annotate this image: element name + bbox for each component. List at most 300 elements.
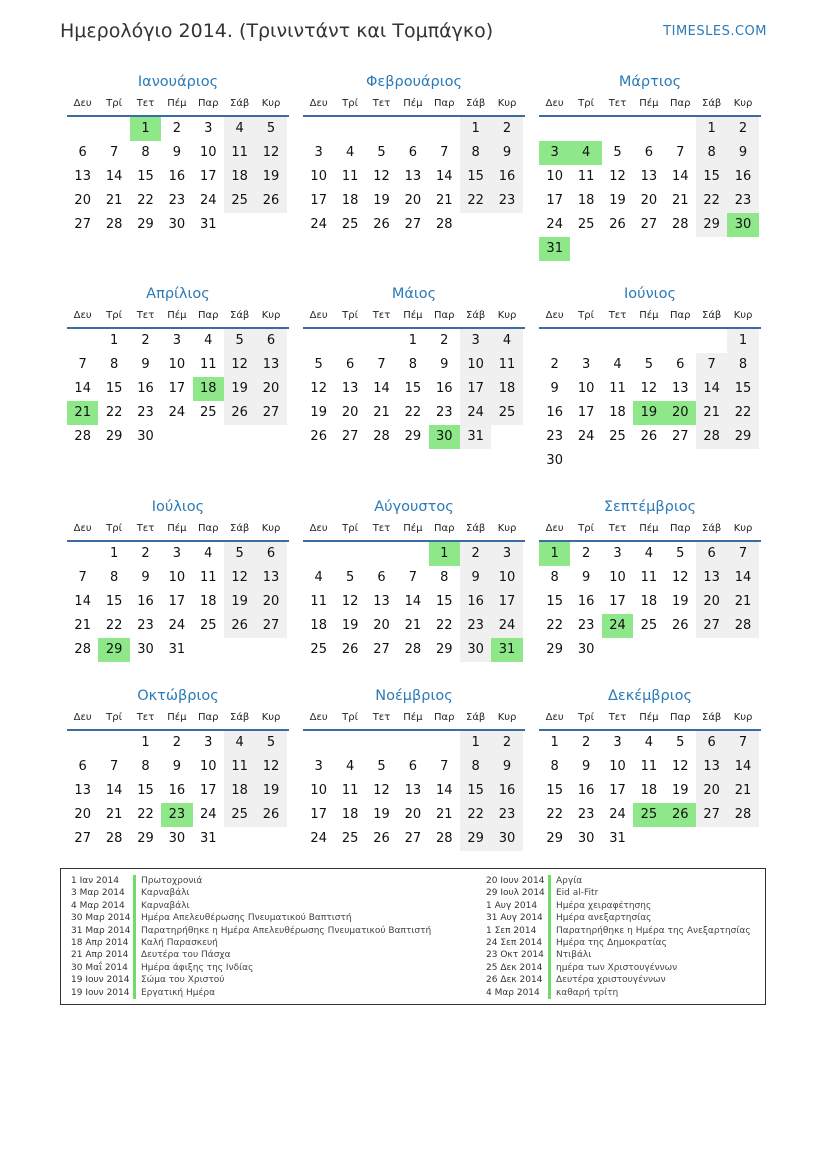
empty-cell	[397, 117, 428, 141]
holiday-entry	[486, 912, 751, 924]
empty-cell	[696, 449, 727, 473]
day-cell: 26	[255, 189, 286, 213]
empty-cell	[633, 329, 664, 353]
empty-cell	[303, 329, 334, 353]
holiday-name: Καλή Παρασκευή	[141, 937, 218, 948]
day-cell: 8	[550, 759, 559, 774]
day-cell: 2	[172, 121, 181, 136]
weekday-label: Σάβ	[466, 310, 486, 321]
empty-cell	[602, 237, 633, 261]
day-cell: 11	[341, 783, 359, 798]
week-row	[539, 213, 761, 237]
day-cell: 25	[199, 618, 217, 633]
day-cell: 22	[435, 618, 453, 633]
day-cell: 4	[644, 735, 653, 750]
day-cell: 19	[373, 193, 390, 208]
month-name: Μάρτιος	[618, 74, 682, 90]
week-row	[539, 542, 761, 566]
empty-cell	[460, 213, 491, 237]
day-cell: 1	[109, 333, 119, 348]
week-row	[303, 542, 525, 566]
day-cell: 15	[727, 377, 758, 401]
day-cell: 10	[199, 145, 217, 160]
month-calendar	[67, 686, 289, 851]
week-row	[539, 189, 761, 213]
week-row	[303, 165, 525, 189]
empty-cell	[539, 329, 570, 353]
weekday-label: Παρ	[670, 310, 691, 321]
holiday-name: Ημέρα χειραφέτησης	[556, 900, 652, 911]
week-row	[539, 117, 761, 141]
empty-cell	[67, 731, 98, 755]
day-cell: 7	[408, 570, 417, 585]
week-row	[67, 803, 289, 827]
day-cell: 26	[224, 614, 255, 638]
day-cell: 20	[696, 779, 727, 803]
day-cell: 18	[640, 594, 658, 609]
week-row	[67, 213, 289, 237]
week-row	[67, 329, 289, 353]
week-row	[539, 165, 761, 189]
week-row	[303, 638, 525, 662]
day-cell: 12	[341, 594, 359, 609]
day-cell: 3	[204, 121, 213, 136]
weekday-header	[67, 93, 289, 117]
day-cell: 30	[491, 827, 522, 851]
day-cell: 23	[460, 614, 491, 638]
day-cell: 15	[696, 165, 727, 189]
day-cell: 24	[602, 614, 633, 638]
week-row	[539, 329, 761, 353]
day-cell: 6	[696, 542, 727, 566]
weekday-header	[303, 518, 525, 542]
week-row	[539, 614, 761, 638]
holiday-marker	[548, 949, 551, 961]
day-cell: 5	[345, 570, 355, 585]
day-cell: 29	[546, 831, 563, 846]
holiday-name: Δευτέρα του Πάσχα	[141, 950, 231, 961]
day-cell: 30	[168, 831, 186, 846]
weekday-label: Παρ	[670, 712, 691, 723]
holiday-entry	[486, 900, 751, 912]
day-cell: 17	[310, 807, 327, 822]
day-cell: 28	[435, 831, 453, 846]
day-cell: 20	[404, 807, 422, 822]
day-cell: 22	[727, 401, 758, 425]
day-cell: 6	[78, 759, 87, 774]
weekday-label: Πέμ	[403, 98, 423, 109]
day-cell: 19	[341, 618, 359, 633]
weekday-label: Κυρ	[261, 523, 281, 534]
day-cell: 5	[377, 759, 386, 774]
day-cell: 21	[105, 193, 123, 208]
day-cell: 12	[224, 566, 255, 590]
holiday-entry	[486, 987, 751, 999]
week-row	[539, 353, 761, 377]
day-cell: 24	[546, 217, 563, 232]
day-cell: 13	[255, 353, 286, 377]
day-cell: 27	[696, 614, 727, 638]
holiday-marker	[133, 974, 136, 986]
holiday-marker	[133, 887, 136, 899]
week-row	[67, 590, 289, 614]
day-cell: 3	[581, 357, 591, 372]
site-link[interactable]: TIMESLES.COM	[663, 24, 767, 39]
weekday-label: Τρί	[342, 712, 358, 723]
day-cell: 15	[105, 594, 123, 609]
day-cell: 23	[435, 405, 453, 420]
week-row	[67, 353, 289, 377]
holiday-entry	[486, 974, 751, 986]
day-cell: 8	[408, 357, 417, 372]
day-cell: 5	[676, 735, 685, 750]
day-cell: 17	[168, 381, 186, 396]
holiday-date: 29 Ιουλ 2014	[486, 888, 545, 899]
holiday-name: Σώμα του Χριστού	[141, 975, 225, 986]
day-cell: 11	[341, 169, 359, 184]
day-cell: 2	[491, 117, 522, 141]
day-cell: 28	[105, 831, 123, 846]
month-name: Δεκέμβριος	[607, 688, 693, 704]
day-cell: 23	[137, 618, 154, 633]
weekday-label: Σάβ	[466, 523, 486, 534]
day-cell: 11	[640, 759, 658, 774]
week-row	[67, 542, 289, 566]
holiday-marker	[548, 925, 551, 937]
day-cell: 4	[224, 731, 255, 755]
day-cell: 9	[440, 357, 449, 372]
empty-cell	[255, 213, 286, 237]
week-row	[539, 755, 761, 779]
day-cell: 11	[224, 755, 255, 779]
weekday-label: Τετ	[136, 98, 155, 109]
day-cell: 18	[199, 594, 217, 609]
empty-cell	[727, 449, 758, 473]
empty-cell	[161, 425, 192, 449]
holiday-name: Παρατηρήθηκε η Ημέρα της Ανεξαρτησίας	[556, 925, 751, 936]
weekday-label: Κυρ	[497, 98, 517, 109]
holiday-date: 3 Μαρ 2014	[71, 888, 125, 899]
holiday-date: 18 Απρ 2014	[71, 937, 129, 948]
day-cell: 26	[665, 803, 696, 827]
day-cell: 27	[74, 217, 91, 232]
day-cell: 28	[404, 642, 422, 657]
empty-cell	[570, 117, 601, 141]
holiday-date: 26 Δεκ 2014	[486, 975, 543, 986]
month-name: Σεπτέμβριος	[603, 499, 697, 515]
day-cell: 29	[696, 213, 727, 237]
holiday-entry	[486, 875, 751, 887]
empty-cell	[193, 425, 224, 449]
day-cell: 6	[644, 145, 653, 160]
day-cell: 1	[539, 542, 570, 566]
day-cell: 12	[373, 169, 390, 184]
day-cell: 18	[609, 405, 626, 420]
weekday-label: Τρί	[578, 98, 594, 109]
month-calendar	[303, 497, 525, 662]
weekday-label: Τετ	[372, 712, 391, 723]
weekday-header	[67, 518, 289, 542]
empty-cell	[67, 329, 98, 353]
day-cell: 20	[255, 590, 286, 614]
day-cell: 10	[310, 169, 327, 184]
day-cell: 4	[644, 546, 653, 561]
weekday-label: Πέμ	[639, 523, 659, 534]
day-cell: 7	[109, 145, 119, 160]
weekday-label: Δευ	[545, 523, 564, 534]
weekday-label: Σάβ	[230, 98, 250, 109]
day-cell: 30	[577, 642, 595, 657]
day-cell: 9	[581, 759, 591, 774]
day-cell: 29	[105, 429, 123, 444]
week-row	[67, 425, 289, 449]
day-cell: 1	[141, 735, 150, 750]
day-cell: 31	[199, 831, 217, 846]
day-cell: 13	[671, 381, 689, 396]
day-cell: 24	[577, 429, 595, 444]
day-cell: 18	[224, 165, 255, 189]
holiday-name: Ημέρα της Δημοκρατίας	[556, 937, 667, 948]
holiday-date: 1 Σεπ 2014	[486, 925, 537, 936]
holiday-entry	[71, 925, 431, 937]
day-cell: 30	[429, 425, 460, 449]
day-cell: 27	[341, 429, 359, 444]
empty-cell	[366, 542, 397, 566]
day-cell: 11	[640, 570, 658, 585]
day-cell: 22	[105, 618, 123, 633]
empty-cell	[696, 329, 727, 353]
day-cell: 11	[491, 353, 522, 377]
day-cell: 25	[224, 803, 255, 827]
week-row	[67, 827, 289, 851]
holiday-entry	[486, 937, 751, 949]
weekday-label: Τετ	[372, 310, 391, 321]
empty-cell	[665, 449, 696, 473]
day-cell: 24	[609, 807, 626, 822]
empty-cell	[491, 425, 522, 449]
month-calendar	[539, 72, 761, 261]
day-cell: 15	[105, 381, 123, 396]
day-cell: 6	[255, 542, 286, 566]
day-cell: 14	[727, 566, 758, 590]
month-name: Οκτώβριος	[137, 688, 219, 704]
day-cell: 3	[539, 141, 570, 165]
day-cell: 18	[577, 193, 595, 208]
day-cell: 7	[109, 759, 119, 774]
day-cell: 7	[727, 731, 758, 755]
empty-cell	[665, 329, 696, 353]
day-cell: 8	[141, 759, 150, 774]
day-cell: 2	[141, 546, 150, 561]
empty-cell	[397, 731, 428, 755]
weekday-label: Τετ	[136, 523, 155, 534]
weekday-label: Τρί	[578, 310, 594, 321]
page-title: Ημερολόγιο 2014. (Τρινιντάντ και Τομπάγκο)	[60, 20, 494, 42]
weekday-label: Σάβ	[702, 98, 722, 109]
week-row	[303, 353, 525, 377]
day-cell: 21	[727, 779, 758, 803]
month-calendar	[539, 686, 761, 851]
day-cell: 15	[404, 381, 422, 396]
day-cell: 11	[199, 357, 217, 372]
day-cell: 4	[345, 145, 355, 160]
day-cell: 13	[696, 755, 727, 779]
day-cell: 14	[435, 783, 453, 798]
day-cell: 8	[109, 570, 119, 585]
day-cell: 6	[408, 759, 417, 774]
weekday-label: Κυρ	[733, 712, 753, 723]
week-row	[303, 425, 525, 449]
day-cell: 3	[204, 735, 213, 750]
empty-cell	[98, 731, 129, 755]
day-cell: 19	[373, 807, 390, 822]
weekday-header	[67, 707, 289, 731]
day-cell: 15	[435, 594, 453, 609]
holiday-entry	[71, 987, 431, 999]
day-cell: 1	[109, 546, 119, 561]
day-cell: 16	[491, 165, 522, 189]
day-cell: 8	[460, 755, 491, 779]
weekday-label: Τετ	[372, 523, 391, 534]
week-row	[539, 779, 761, 803]
empty-cell	[696, 237, 727, 261]
day-cell: 26	[310, 429, 327, 444]
weekday-label: Πέμ	[639, 310, 659, 321]
day-cell: 4	[314, 570, 323, 585]
day-cell: 6	[78, 145, 87, 160]
day-cell: 22	[105, 405, 123, 420]
day-cell: 1	[408, 333, 417, 348]
day-cell: 25	[341, 831, 359, 846]
day-cell: 26	[255, 803, 286, 827]
day-cell: 11	[224, 141, 255, 165]
day-cell: 16	[577, 783, 595, 798]
day-cell: 8	[696, 141, 727, 165]
empty-cell	[429, 731, 460, 755]
empty-cell	[224, 827, 255, 851]
day-cell: 18	[310, 618, 327, 633]
day-cell: 29	[137, 831, 154, 846]
day-cell: 5	[224, 542, 255, 566]
empty-cell	[665, 827, 696, 851]
day-cell: 10	[609, 570, 626, 585]
weekday-label: Πέμ	[403, 523, 423, 534]
day-cell: 17	[460, 377, 491, 401]
day-cell: 11	[310, 594, 327, 609]
day-cell: 11	[577, 169, 595, 184]
day-cell: 17	[199, 169, 217, 184]
day-cell: 27	[74, 831, 91, 846]
empty-cell	[602, 638, 633, 662]
day-cell: 5	[314, 357, 323, 372]
day-cell: 27	[404, 831, 422, 846]
day-cell: 18	[341, 807, 359, 822]
day-cell: 8	[550, 570, 559, 585]
week-row	[67, 189, 289, 213]
day-cell: 29	[435, 642, 453, 657]
day-cell: 31	[168, 642, 186, 657]
week-row	[67, 377, 289, 401]
day-cell: 8	[727, 353, 758, 377]
empty-cell	[727, 237, 758, 261]
holiday-marker	[133, 925, 136, 937]
week-row	[303, 803, 525, 827]
day-cell: 17	[609, 594, 626, 609]
weekday-label: Τετ	[608, 98, 627, 109]
week-row	[67, 165, 289, 189]
day-cell: 1	[696, 117, 727, 141]
day-cell: 6	[255, 329, 286, 353]
weekday-label: Κυρ	[497, 310, 517, 321]
week-row	[303, 755, 525, 779]
day-cell: 20	[373, 618, 390, 633]
day-cell: 21	[435, 193, 453, 208]
holiday-marker	[133, 912, 136, 924]
weekday-label: Κυρ	[261, 98, 281, 109]
day-cell: 2	[581, 546, 591, 561]
day-cell: 23	[577, 807, 595, 822]
holiday-marker	[548, 875, 551, 887]
weekday-header	[539, 707, 761, 731]
month-name: Φεβρουάριος	[365, 74, 463, 90]
holiday-name: Ημέρα άφιξης της Ινδίας	[141, 962, 254, 973]
week-row	[303, 189, 525, 213]
week-row	[303, 614, 525, 638]
day-cell: 18	[640, 783, 658, 798]
holiday-date: 30 Μαΐ 2014	[71, 962, 128, 973]
day-cell: 30	[137, 429, 154, 444]
weekday-label: Σάβ	[466, 712, 486, 723]
day-cell: 28	[671, 217, 689, 232]
day-cell: 23	[491, 803, 522, 827]
day-cell: 30	[546, 453, 563, 468]
weekday-label: Τρί	[578, 712, 594, 723]
week-row	[303, 401, 525, 425]
holiday-entry	[486, 925, 751, 937]
holiday-marker	[133, 875, 136, 887]
weekday-label: Πέμ	[167, 310, 187, 321]
day-cell: 24	[168, 405, 186, 420]
week-row	[303, 590, 525, 614]
holiday-entry	[71, 912, 431, 924]
day-cell: 15	[546, 594, 563, 609]
day-cell: 5	[255, 117, 286, 141]
day-cell: 29	[546, 642, 563, 657]
day-cell: 16	[435, 381, 453, 396]
empty-cell	[255, 827, 286, 851]
day-cell: 19	[255, 165, 286, 189]
empty-cell	[334, 542, 365, 566]
day-cell: 20	[255, 377, 286, 401]
week-row	[539, 141, 761, 165]
day-cell: 9	[172, 145, 181, 160]
holiday-entry	[71, 875, 431, 887]
day-cell: 8	[109, 357, 119, 372]
weekday-label: Δευ	[309, 712, 328, 723]
weekday-label: Δευ	[545, 712, 564, 723]
weekday-header	[303, 305, 525, 329]
day-cell: 10	[168, 570, 186, 585]
day-cell: 2	[550, 357, 559, 372]
holiday-date: 23 Οκτ 2014	[486, 950, 544, 961]
day-cell: 10	[310, 783, 327, 798]
weekday-label: Τετ	[608, 712, 627, 723]
day-cell: 28	[74, 642, 91, 657]
empty-cell	[255, 425, 286, 449]
weekday-label: Κυρ	[733, 523, 753, 534]
day-cell: 13	[373, 594, 390, 609]
day-cell: 14	[373, 381, 390, 396]
